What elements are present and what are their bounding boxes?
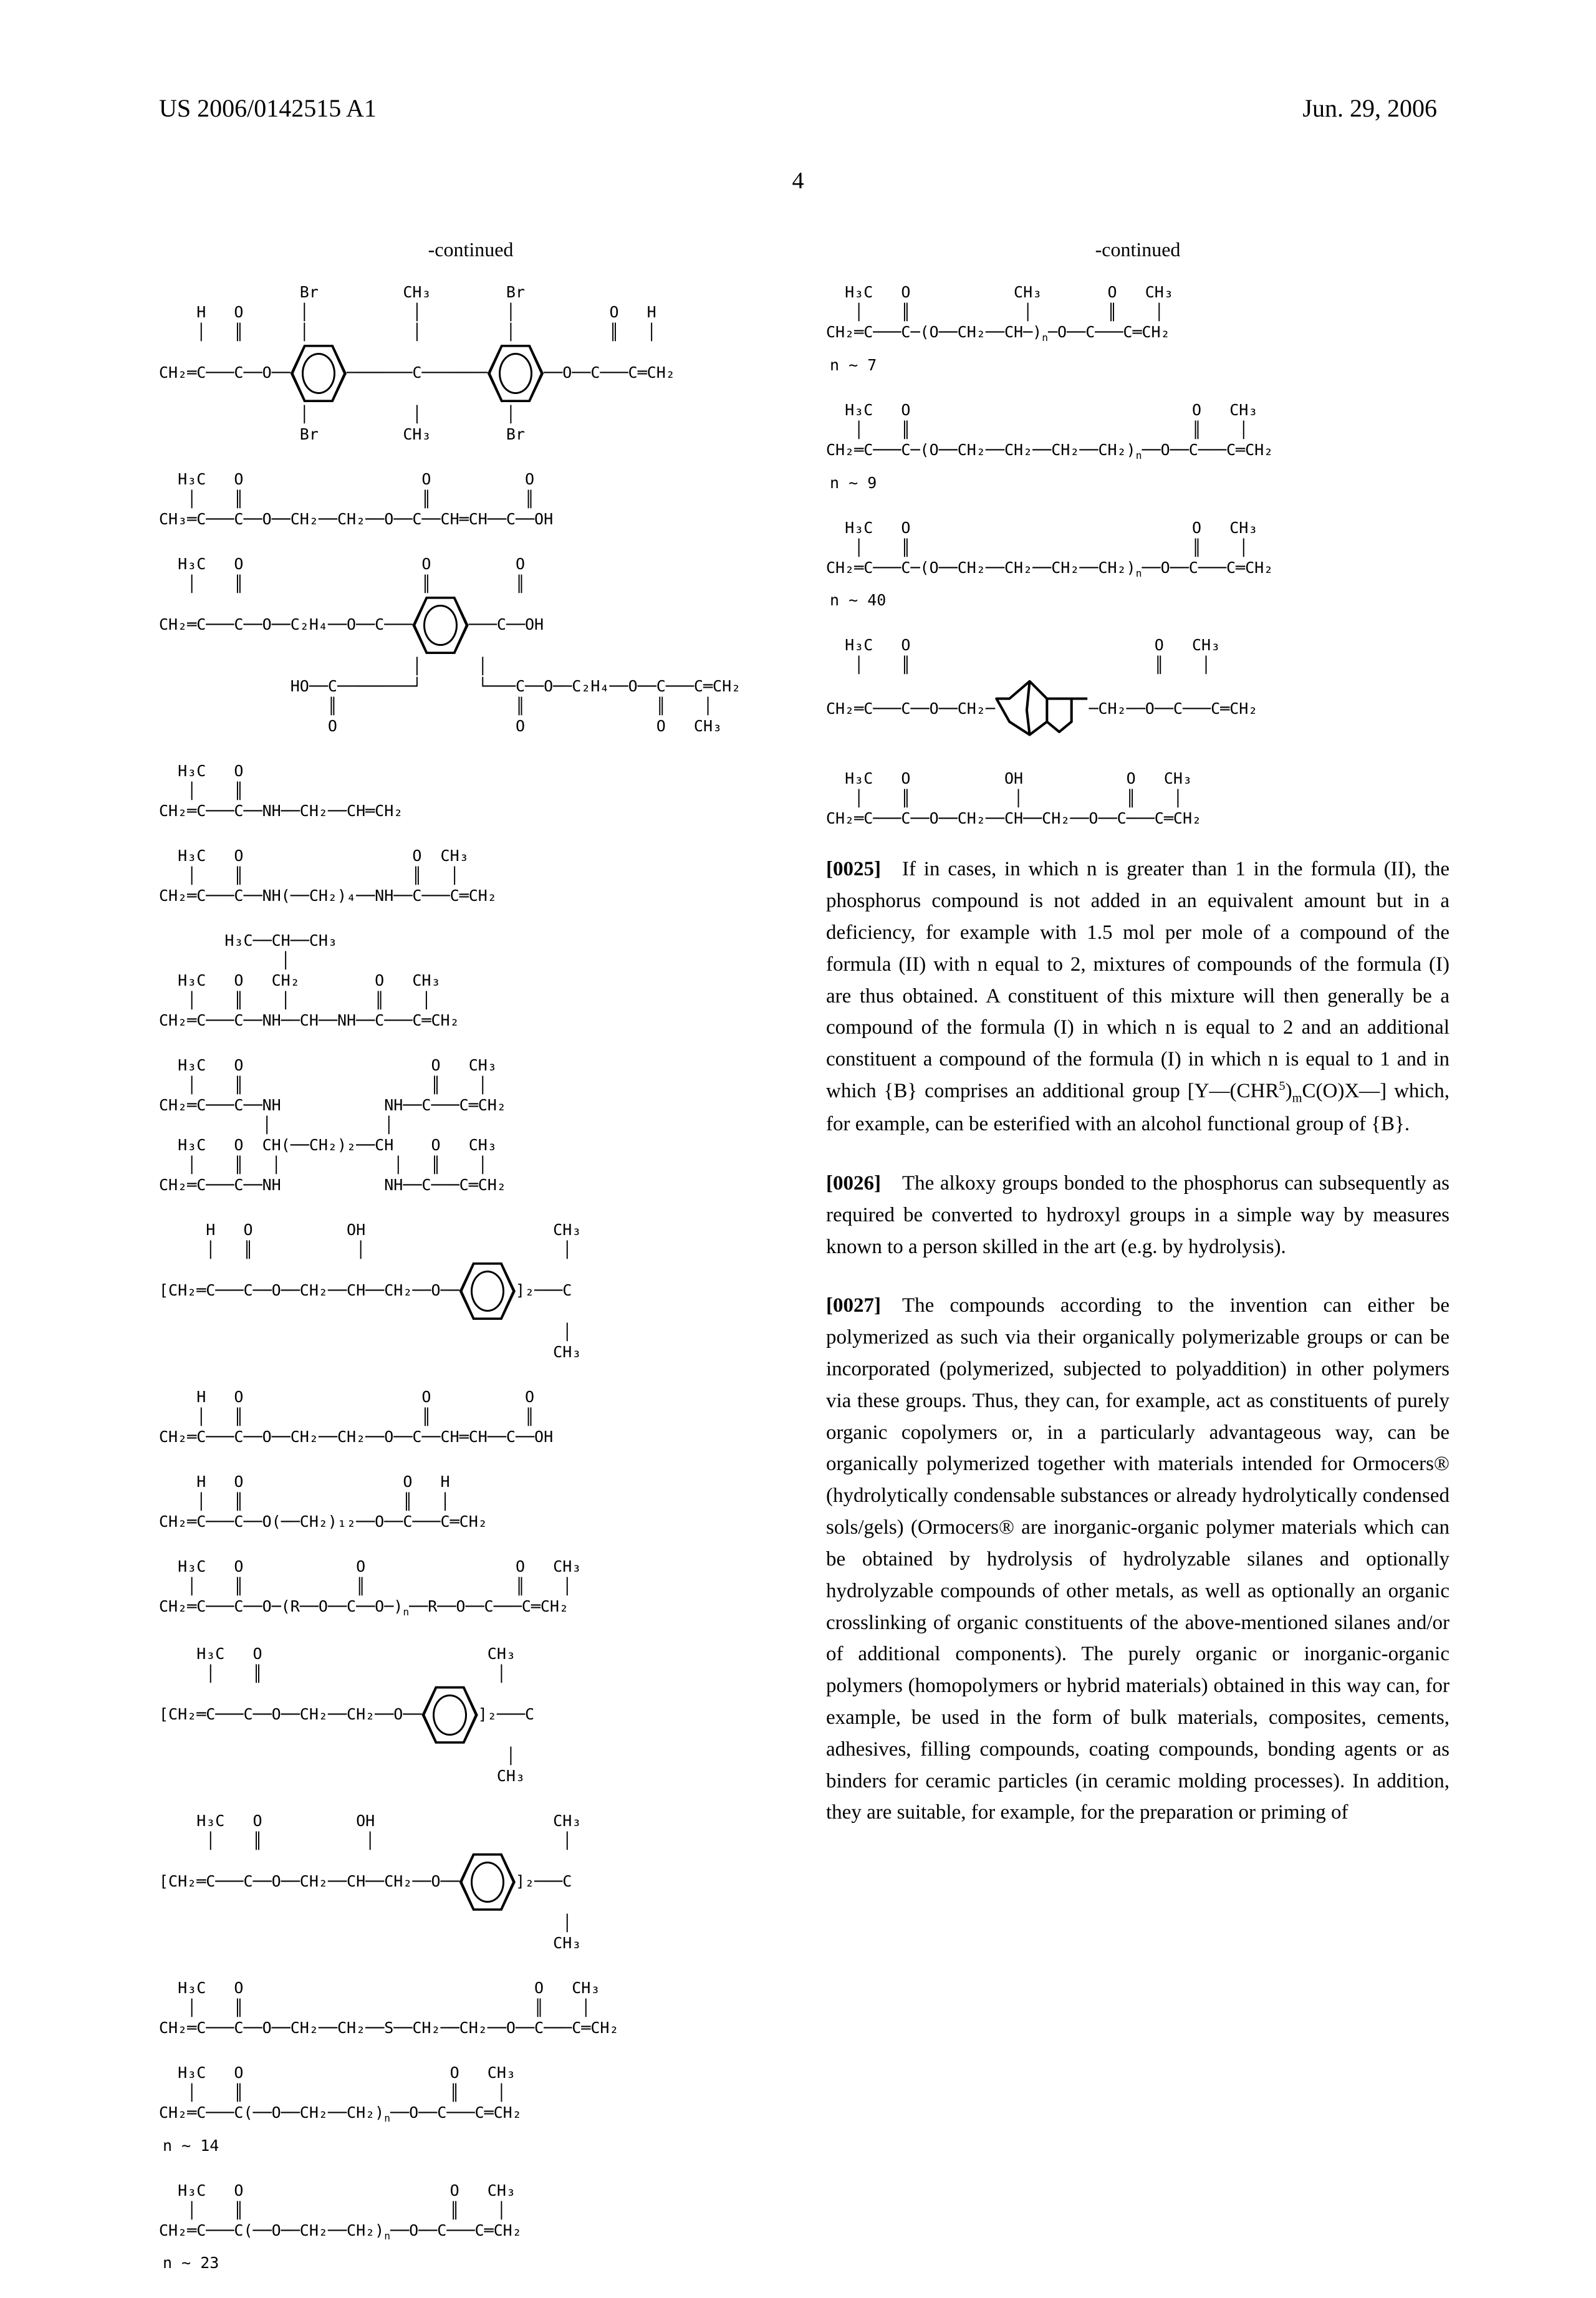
chemical-structure: H₃C O O CH₃ │ ║ ║ │ $CH_2═C───C─(O──CH_2──CH_2──CH_2──CH_2)_n──O──C───C═CH_2$ — [826, 518, 1274, 579]
repeat-count-label: n ~ 14 — [163, 2136, 219, 2155]
paragraph-number: [0025] — [826, 858, 881, 881]
repeat-count-label: n ~ 40 — [830, 591, 887, 610]
publication-date: Jun. 29, 2006 — [1302, 94, 1437, 122]
chemical-structure: H₃C O O O │ ║ ║ ║ CH₂═C───C──O──C₂H₄──O──C─── ───C──OH │ │ HO──C────────┘ └───C──O──C₂H₄──O──C───C═CH₂ ║ ║ ║ │ O O O CH₃ — [159, 555, 741, 735]
paragraph-number: [0027] — [826, 1294, 881, 1317]
page-header — [159, 94, 1437, 123]
chemical-structure: H₃C O O CH₃ │ ║ ║ │ CH₂═C───C──NH NH──C───C═CH₂ │ │ H₃C O CH(──CH₂)₂──CH O CH₃ │ ║ │ │ ║ │ CH₂═C───C──NH NH──C───C═CH₂ — [159, 1056, 506, 1194]
tricyclodecane-ring-icon — [995, 675, 1089, 744]
chemical-structure: H₃C O OH O CH₃ │ ║ │ ║ │ CH₂═C───C──O──CH₂──CH──CH₂──O──C───C═CH₂ — [826, 769, 1202, 828]
paragraphs — [826, 853, 1449, 1829]
chemical-structure: H₃C O O O │ ║ ║ ║ CH₃═C───C──O──CH₂──CH₂──O──C──CH═CH──C──OH — [159, 470, 554, 528]
chemical-structure: H O O O │ ║ ║ ║ CH₂═C───C──O──CH₂──CH₂──O──C──CH═CH──C──OH — [159, 1388, 554, 1446]
chemical-structure: H₃C O O CH₃ │ ║ ║ │ CH₂═C───C──O──CH₂──CH₂──S──CH₂──CH₂──O──C───C═CH₂ — [159, 1978, 619, 2037]
chemical-structure: H₃C O CH₃ O CH₃ │ ║ │ ║ │ $CH_2═C───C─(O──CH_2──CH─)_n─O──C───C═CH_2$ — [826, 283, 1173, 344]
page-body — [159, 238, 1449, 2298]
continued-label-left: -continued — [428, 238, 514, 261]
chemical-structure: H O OH CH₃ │ ║ │ │ [CH₂═C───C──O──CH₂──CH──CH₂──O── ]₂───C │ CH₃ — [159, 1221, 582, 1361]
structures-left — [159, 282, 782, 2272]
repeat-count-label: n ~ 7 — [830, 355, 877, 374]
chemical-structure: H₃C O O CH₃ │ ║ ║ │ $CH_2═C───C(──O──CH_2──CH_2)_n──O──C───C═CH_2$ — [159, 2063, 522, 2124]
benzene-ring-icon — [488, 342, 544, 405]
structures-right — [826, 282, 1449, 829]
repeat-count-label: n ~ 9 — [830, 473, 877, 492]
chemical-structure: H₃C O OH CH₃ │ ║ │ │ [CH₂═C───C──O──CH₂──CH──CH₂──O── ]₂───C │ CH₃ — [159, 1811, 582, 1952]
repeat-count-label: n ~ 23 — [163, 2254, 219, 2272]
paragraph-number: [0026] — [826, 1171, 881, 1195]
chemical-structure: H₃C O O CH₃ │ ║ ║ │ CH₂═C───C──O──CH₂─ ─CH₂──O──C───C═CH₂ — [826, 635, 1449, 744]
chemical-structure: H₃C O O CH₃ │ ║ ║ │ $CH_2═C───C(──O──CH_2──CH_2)_n──O──C───C═CH_2$ — [159, 2181, 522, 2242]
paragraph: [0027] The compounds according to the invention can either be polymerized as such via their organically polymerizable groups or can be incorporated (polymerized, subjected to polyaddition) in other polymers via these groups. Thus, they can, for example, act as constituents of purely organic copolymers or, in a particularly advantageous way, can be organically polymerized together with materials intended for Ormocers® (hydrolytically condensable substances or already hydrolytically condensed sols/gels) (Ormocers® are inorganic-organic polymer materials which can be obtained by hydrolysis of hydrolyzable silanes and optionally hydrolyzable compounds of other metals, as well as optionally an organic crosslinking of organic constituents of the above-mentioned silanes and/or of additional components). The purely organic or inorganic-organic polymers (homopolymers or hybrid materials) obtained in this way can, for example, be used in the form of bulk materials, composites, cements, adhesives, filling compounds, coating compounds, bonding agents or as binders for ceramic particles (in ceramic molding processes). In addition, they are suitable, for example, for the preparation or priming of — [826, 1294, 1449, 1824]
chemical-structure: H O O H │ ║ ║ │ CH₂═C───C──O(──CH₂)₁₂──O──C───C═CH₂ — [159, 1473, 488, 1531]
chemical-structure: H₃C O O O CH₃ │ ║ ║ ║ │ $CH_2═C───C──O─(R──O──C──O─)_n──R──O──C───C═CH_2$ — [159, 1557, 582, 1618]
benzene-ring-icon — [421, 1684, 478, 1746]
chemical-structure: H₃C──CH──CH₃ │ H₃C O CH₂ O CH₃ │ ║ │ ║ │ CH₂═C───C──NH──CH──NH──C───C═CH₂ — [159, 931, 459, 1029]
page-number: 4 — [792, 168, 804, 194]
continued-label-right: -continued — [1095, 238, 1181, 261]
paragraph: [0026] The alkoxy groups bonded to the phosphorus can subsequently as required be converted to hydroxyl groups in a simple way by measures known to a person skilled in the art (e.g. by hydrolysis). — [826, 1171, 1449, 1258]
benzene-ring-icon — [291, 342, 347, 405]
chemical-structure: H₃C O CH₃ │ ║ │ [CH₂═C───C──O──CH₂──CH₂──O── ]₂───C │ CH₃ — [159, 1644, 535, 1785]
column-right — [826, 238, 1449, 1856]
chemical-structure: H₃C O O CH₃ │ ║ ║ │ $CH_2═C───C─(O──CH_2──CH_2──CH_2──CH_2)_n──O──C───C═CH_2$ — [826, 400, 1274, 461]
column-left — [159, 238, 782, 2298]
paragraph: [0025] If in cases, in which n is greater than 1 in the formula (II), the phosphorus compound is not added in an equivalent amount but in a deficiency, for example with 1.5 mol per mole of a compound of the formula (II) with n equal to 2, mixtures of compounds of the formula (I) are thus obtained. A constituent of this mixture will then generally be a compound of the formula (I) in which n is equal to 2 and an additional constituent a compound of the formula (I) in which n is equal to 1 and in which {B} comprises an additional group $[Y—(CHR^5)_mC(O)X—]$ which, for example, can be esterified with an alcohol functional group of {B}. — [826, 858, 1449, 1136]
patent-number: US 2006/0142515 A1 — [159, 94, 377, 122]
chemical-structure: H₃C O O CH₃ │ ║ ║ │ CH₂═C───C──NH(──CH₂)₄──NH──C───C═CH₂ — [159, 847, 497, 905]
chemical-structure: H₃C O │ ║ CH₂═C───C──NH──CH₂──CH═CH₂ — [159, 762, 403, 820]
benzene-ring-icon — [412, 594, 468, 656]
benzene-ring-icon — [459, 1851, 516, 1913]
benzene-ring-icon — [459, 1260, 516, 1322]
chemical-structure: Br CH₃ Br H O │ │ │ O H │ ║ │ │ │ ║ │ CH₂═C───C──O── ───────C─────── ──O──C───C═CH₂ │ │ │ Br CH₃ Br — [159, 283, 675, 443]
